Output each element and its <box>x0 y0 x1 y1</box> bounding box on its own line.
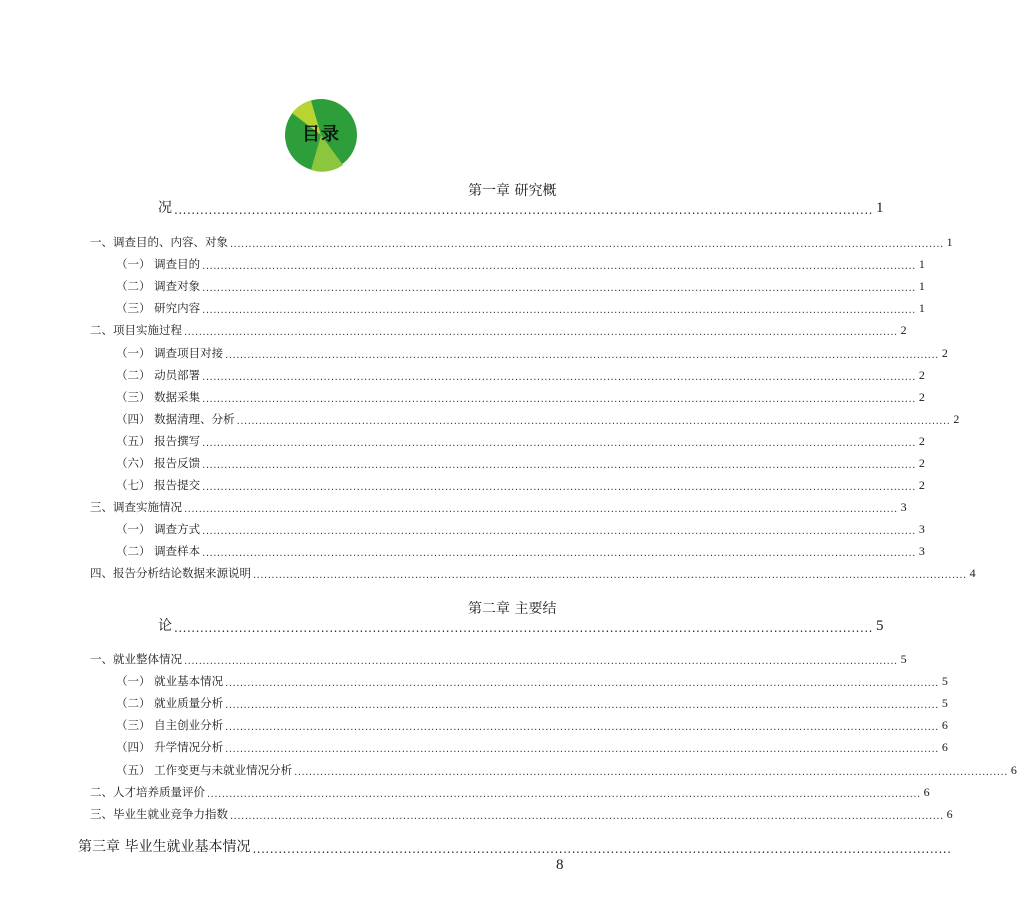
leader-dots: .................................................................................................................................................................................................. <box>225 350 939 361</box>
toc-entry-label: （一） 调查项目对接 <box>116 346 224 360</box>
leader-dots: .................................................................................................................................................................................................. <box>184 504 898 515</box>
leader-dots: .................................................................................................................................................................................................. <box>225 678 939 689</box>
leader-dots: .................................................................................................................................................................................................. <box>230 239 944 250</box>
toc-entry[interactable] <box>116 256 925 272</box>
page-number: 1 <box>875 200 884 216</box>
page-number: 1 <box>918 279 925 293</box>
page-number: 6 <box>941 740 948 754</box>
toc-entry[interactable] <box>116 455 925 471</box>
toc-entry-label: （六） 报告反馈 <box>116 456 201 470</box>
toc-entry[interactable] <box>116 521 925 537</box>
chapter3-page-number: 8 <box>556 857 564 873</box>
page-number: 2 <box>918 478 925 492</box>
toc-entry[interactable] <box>116 433 925 449</box>
toc-entry[interactable] <box>90 565 976 581</box>
toc-entry-label: （三） 自主创业分析 <box>116 718 224 732</box>
chapter1-heading-tail: 况 <box>158 200 172 216</box>
leader-dots: .................................................................................................................................................................................................. <box>230 811 944 822</box>
toc-entry-label: （四） 升学情况分析 <box>116 740 224 754</box>
toc-entry-label: 三、毕业生就业竞争力指数 <box>90 807 228 821</box>
leader-dots: .................................................................................................................................................................. <box>174 203 873 217</box>
page-number: 6 <box>946 807 953 821</box>
page-number: 2 <box>918 456 925 470</box>
page-number: 2 <box>941 346 948 360</box>
page-number: 2 <box>918 390 925 404</box>
toc-entry[interactable] <box>90 806 953 822</box>
page-number: 1 <box>946 235 953 249</box>
toc-entry[interactable] <box>116 477 925 493</box>
page-number: 5 <box>900 652 907 666</box>
toc-entry-label: （三） 数据采集 <box>116 390 201 404</box>
toc-entry-label: 二、项目实施过程 <box>90 323 182 337</box>
leader-dots: .................................................................................................................................................................................................. <box>202 261 916 272</box>
leader-dots: .................................................................................................................................................................................................. <box>202 372 916 383</box>
page-number: 3 <box>918 522 925 536</box>
toc-entry-label: （一） 调查方式 <box>116 522 201 536</box>
toc-entry[interactable] <box>116 762 1017 778</box>
toc-entry[interactable] <box>116 367 925 383</box>
toc-entry-label: （四） 数据清理、分析 <box>116 412 235 426</box>
toc-entry[interactable] <box>90 651 907 667</box>
leader-dots: .................................................................................................................................................................................................. <box>202 283 916 294</box>
leader-dots: .................................................................................................................................................................................................. <box>202 438 916 449</box>
page-number: 2 <box>953 412 960 426</box>
toc-entry-label: （二） 调查对象 <box>116 279 201 293</box>
chapter2-heading-tail: 论 <box>158 618 172 634</box>
leader-dots: .................................................................................................................................................................................................. <box>202 482 916 493</box>
page-number: 4 <box>969 566 976 580</box>
leader-dots: .................................................................................................................................................................................................. <box>225 722 939 733</box>
leader-dots: .................................................................................................................................................................................................. <box>225 700 939 711</box>
chapter1-heading: 第一章 研究概 <box>468 183 557 199</box>
leader-dots: .................................................................................................................................................................................................. <box>225 744 939 755</box>
leader-dots: .................................................................................................................................................................................................. <box>202 460 916 471</box>
page-number: 5 <box>941 674 948 688</box>
page-number: 1 <box>918 301 925 315</box>
page-number: 5 <box>941 696 948 710</box>
toc-entry-label: （一） 调查目的 <box>116 257 201 271</box>
toc-entry-label: 三、调查实施情况 <box>90 500 182 514</box>
toc-entry[interactable] <box>90 322 907 338</box>
toc-entry-label: （二） 动员部署 <box>116 368 201 382</box>
page-number: 6 <box>923 785 930 799</box>
toc-entry-label: （五） 报告撰写 <box>116 434 201 448</box>
toc-entry-label: 二、人才培养质量评价 <box>90 785 205 799</box>
toc-entry-label: （二） 就业质量分析 <box>116 696 224 710</box>
toc-entry[interactable] <box>116 695 948 711</box>
chapter3-heading: 第三章 毕业生就业基本情况 <box>78 839 251 855</box>
chapter2-toc-line[interactable] <box>158 617 884 635</box>
page-number: 3 <box>900 500 907 514</box>
toc-entry-label: 一、调查目的、内容、对象 <box>90 235 228 249</box>
toc-entry[interactable] <box>90 234 953 250</box>
toc-entry[interactable] <box>116 543 925 559</box>
toc-entry[interactable] <box>116 345 948 361</box>
toc-entry[interactable] <box>116 739 948 755</box>
leader-dots: .................................................................................................................................................................................................. <box>202 394 916 405</box>
toc-entry-label: （一） 就业基本情况 <box>116 674 224 688</box>
leader-dots: .................................................................................................................................................................................................. <box>294 767 1008 778</box>
toc-entry[interactable] <box>116 389 925 405</box>
leader-dots: .................................................................................................................................................................................................. <box>253 570 967 581</box>
leader-dots: .................................................................................................................................................................................................. <box>236 416 951 427</box>
page-number: 6 <box>941 718 948 732</box>
toc-entry-label: （三） 研究内容 <box>116 301 201 315</box>
page-number: 3 <box>918 544 925 558</box>
leader-dots: .................................................................................................................................................................................................. <box>202 548 916 559</box>
page-number: 6 <box>1010 763 1017 777</box>
toc-entry-label: （五） 工作变更与未就业情况分析 <box>116 763 293 777</box>
toc-entry[interactable] <box>116 278 925 294</box>
toc-entry[interactable] <box>116 673 948 689</box>
leader-dots: .................................................................................................................................................................................................. <box>202 305 916 316</box>
toc-entry[interactable] <box>90 499 907 515</box>
toc-title: 目录 <box>302 124 340 145</box>
leader-dots: .................................................................................................................................................................................................. <box>184 656 898 667</box>
toc-entry[interactable] <box>90 784 930 800</box>
page-number: 1 <box>918 257 925 271</box>
toc-entry[interactable] <box>116 300 925 316</box>
chapter1-toc-line[interactable] <box>158 199 884 217</box>
toc-entry-label: （七） 报告提交 <box>116 478 201 492</box>
page-number: 2 <box>918 434 925 448</box>
leader-dots: .................................................................................................................................................................................................. <box>184 327 898 338</box>
page-number: 2 <box>918 368 925 382</box>
toc-entry-label: （二） 调查样本 <box>116 544 201 558</box>
leader-dots: .................................................................................................................................................................................................. <box>202 526 916 537</box>
toc-entry-label: 一、就业整体情况 <box>90 652 182 666</box>
toc-entry[interactable] <box>116 411 960 427</box>
toc-entry[interactable] <box>116 717 948 733</box>
leader-dots: .................................................................................................................................................................. <box>174 621 873 635</box>
page-number: 2 <box>900 323 907 337</box>
page-number: 5 <box>875 618 884 634</box>
leader-dots: .................................................................................................................................................................. <box>252 842 952 856</box>
chapter2-heading: 第二章 主要结 <box>468 601 557 617</box>
chapter3-toc-line[interactable] <box>78 838 952 856</box>
toc-entry-label: 四、报告分析结论数据来源说明 <box>90 566 251 580</box>
leader-dots: .................................................................................................................................................................................................. <box>207 789 921 800</box>
